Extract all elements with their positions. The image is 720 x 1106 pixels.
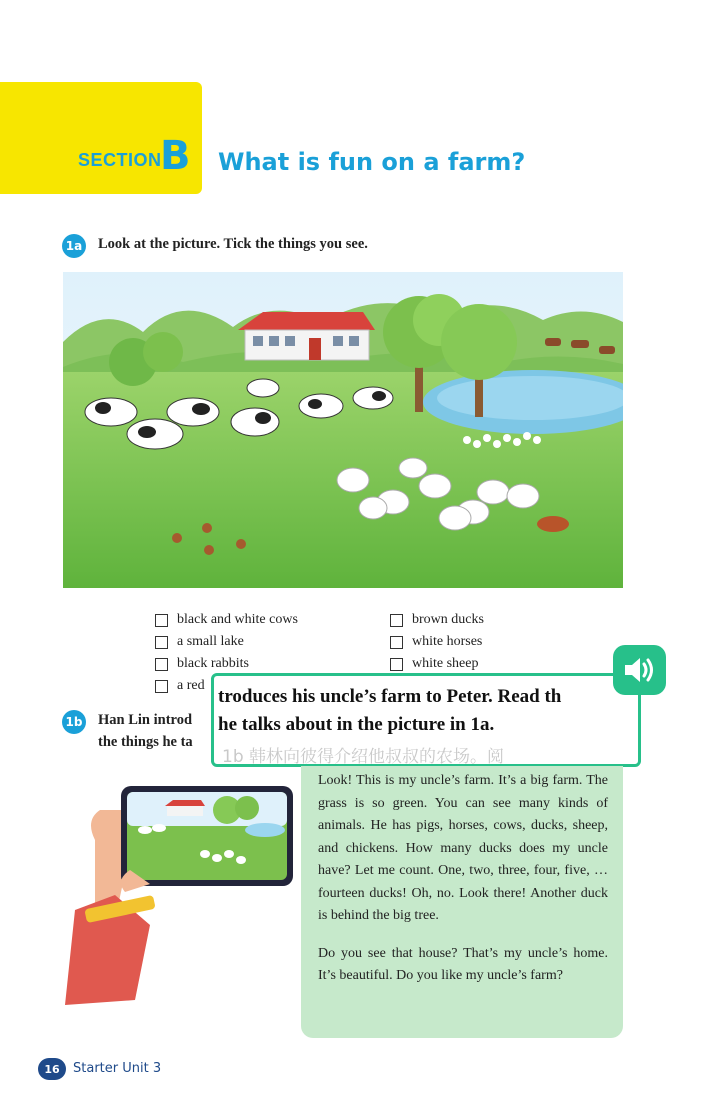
check-item[interactable] bbox=[155, 609, 298, 631]
check-label: white sheep bbox=[412, 656, 479, 671]
check-item[interactable] bbox=[390, 631, 484, 653]
exercise-1a-instruction: Look at the picture. Tick the things you see. bbox=[98, 236, 368, 252]
section-label: SECTION bbox=[78, 150, 162, 170]
farm-scene-illustration bbox=[63, 272, 623, 588]
check-label: white horses bbox=[412, 634, 483, 649]
exercise-1b-instruction-line2: the things he ta bbox=[98, 734, 193, 750]
audio-play-button[interactable] bbox=[613, 645, 666, 695]
speaker-icon bbox=[623, 655, 657, 685]
magnifier-overlay[interactable] bbox=[211, 673, 641, 767]
check-label: a red bbox=[177, 678, 205, 693]
section-letter: B bbox=[160, 133, 191, 179]
passage-paragraph-2: Do you see that house? That’s my uncle’s home. It’s beautiful. Do you like my uncle’s farm? bbox=[318, 945, 608, 983]
overlay-faded-text: 1b 韩林向彼得介绍他叔叔的农场。阅 bbox=[222, 747, 505, 767]
overlay-text-line1: troduces his uncle’s farm to Peter. Read th bbox=[218, 686, 562, 707]
checkbox[interactable] bbox=[390, 614, 403, 627]
exercise-1b-instruction-line1: Han Lin introd bbox=[98, 712, 193, 728]
exercise-1b-badge: 1b bbox=[62, 710, 86, 734]
check-item[interactable] bbox=[390, 609, 484, 631]
checkbox[interactable] bbox=[155, 636, 168, 649]
checkbox[interactable] bbox=[390, 658, 403, 671]
check-label: black rabbits bbox=[177, 656, 249, 671]
checklist-right bbox=[390, 609, 484, 675]
check-item[interactable] bbox=[155, 631, 298, 653]
reading-passage bbox=[318, 770, 608, 988]
checkbox[interactable] bbox=[155, 680, 168, 693]
page-number: 16 bbox=[38, 1058, 66, 1080]
check-item[interactable] bbox=[155, 653, 298, 675]
unit-label: Starter Unit 3 bbox=[73, 1061, 162, 1076]
phone-in-hand-illustration bbox=[55, 780, 305, 1020]
checkbox[interactable] bbox=[155, 614, 168, 627]
check-label: brown ducks bbox=[412, 612, 484, 627]
exercise-1a-badge: 1a bbox=[62, 234, 86, 258]
checkbox[interactable] bbox=[155, 658, 168, 671]
checkbox[interactable] bbox=[390, 636, 403, 649]
check-label: a small lake bbox=[177, 634, 244, 649]
overlay-text-line2: he talks about in the picture in 1a. bbox=[218, 714, 495, 735]
page-title: What is fun on a farm? bbox=[218, 148, 526, 176]
check-item[interactable] bbox=[390, 653, 484, 675]
check-label: black and white cows bbox=[177, 612, 298, 627]
passage-paragraph-1: Look! This is my uncle’s farm. It’s a big farm. The grass is so green. You can see many kinds of animals. He has pigs, horses, cows, ducks, sheep, and chickens. How many ducks does my uncle have? Let me count. One, two, three, four, five, … fourteen ducks! Oh, no. Look there! Another duck is behind the big tree. bbox=[318, 773, 608, 923]
